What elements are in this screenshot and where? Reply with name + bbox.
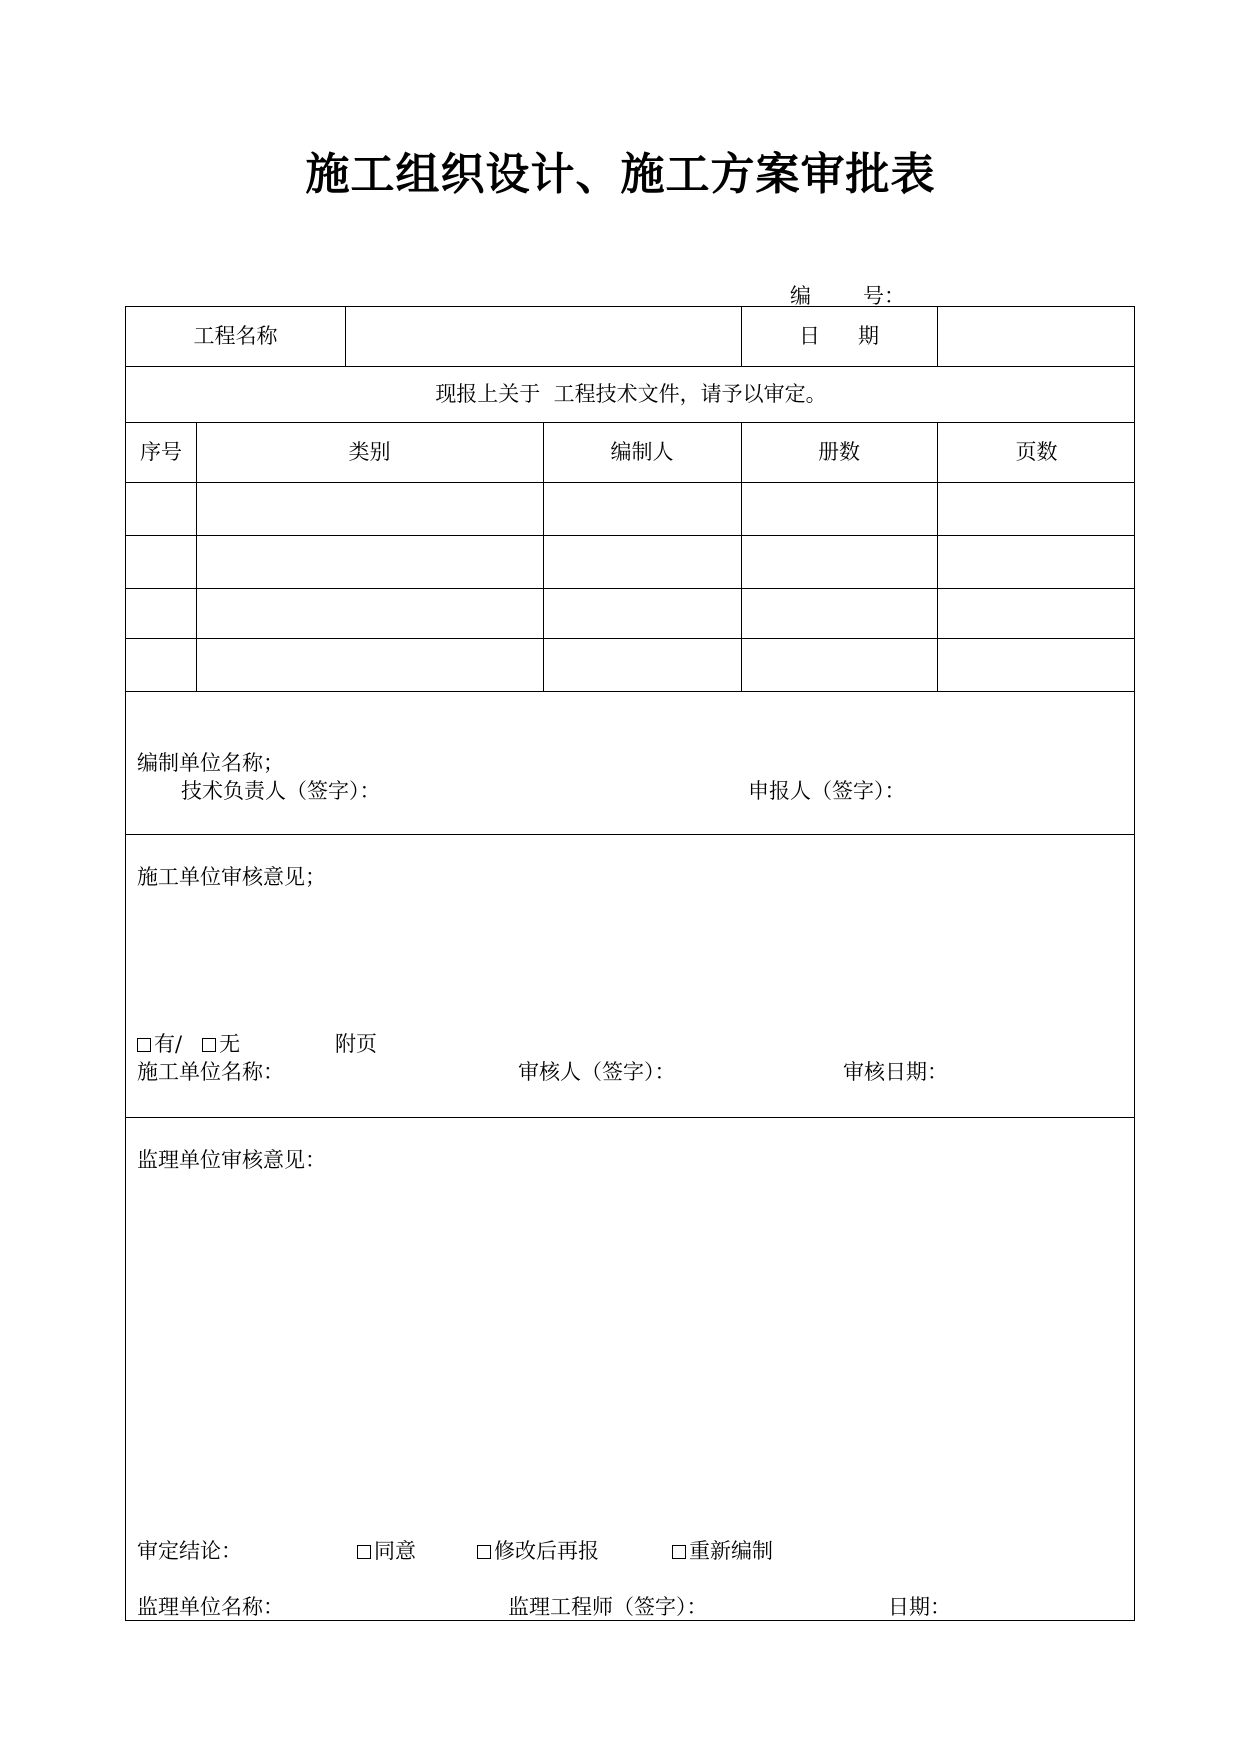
header-pages: 页数 [1015, 439, 1058, 464]
compile-unit-name-label: 编制单位名称； [137, 751, 284, 775]
approval-form [125, 306, 1135, 1621]
conclusion-label: 审定结论： [137, 1539, 242, 1563]
divider [126, 691, 1134, 692]
no-attachment-label: 无 [219, 1032, 241, 1056]
recompile-label: 重新编制 [689, 1539, 773, 1563]
serial-label-part-2: 号： [863, 284, 905, 308]
supervision-review-opinion-label: 监理单位审核意见： [137, 1148, 326, 1172]
has-attachment-label: 有/ [154, 1032, 183, 1056]
no-attachment-checkbox[interactable] [202, 1038, 216, 1052]
agree-label: 同意 [374, 1539, 416, 1563]
conclusion-option-agree[interactable] [357, 1541, 416, 1562]
conclusion-option-revise[interactable] [477, 1541, 599, 1562]
project-name-field[interactable] [345, 307, 741, 366]
header-compiler: 编制人 [610, 439, 674, 464]
serial-label-part-1: 编 [790, 284, 811, 308]
agree-checkbox[interactable] [357, 1545, 371, 1559]
divider [126, 834, 1134, 835]
date-label-part-2: 期 [858, 324, 879, 348]
divider [126, 588, 1134, 589]
recompile-checkbox[interactable] [672, 1545, 686, 1559]
date-label [741, 307, 937, 366]
reviewer-signature-label: 审核人（签字）： [518, 1060, 676, 1084]
attachment-page-label: 附页 [335, 1032, 377, 1056]
construction-review-opinion-label: 施工单位审核意见； [137, 865, 326, 889]
page-title: 施工组织设计、施工方案审批表 [305, 149, 936, 200]
construction-unit-name-label: 施工单位名称： [137, 1060, 284, 1084]
divider [126, 482, 1134, 483]
header-seq: 序号 [140, 439, 182, 464]
divider [126, 638, 1134, 639]
attachment-options [137, 1034, 240, 1055]
divider [126, 1117, 1134, 1118]
submission-statement: 现报上关于 工程技术文件，请予以审定。 [435, 381, 827, 406]
supervision-unit-name-label: 监理单位名称： [137, 1595, 284, 1619]
divider [126, 535, 1134, 536]
applicant-signature-label: 申报人（签字）： [748, 779, 906, 803]
revise-checkbox[interactable] [477, 1545, 491, 1559]
review-date-label: 审核日期： [843, 1060, 948, 1084]
supervision-date-label: 日期： [888, 1595, 951, 1619]
project-name-label: 工程名称 [193, 324, 278, 348]
date-label-part-1: 日 [799, 324, 820, 348]
date-field[interactable] [937, 307, 1136, 366]
supervision-engineer-signature-label: 监理工程师（签字）： [508, 1595, 708, 1619]
has-attachment-checkbox[interactable] [137, 1038, 151, 1052]
tech-lead-signature-label: 技术负责人（签字）： [181, 779, 381, 803]
header-category: 类别 [348, 439, 391, 464]
header-volumes: 册数 [818, 439, 860, 464]
revise-label: 修改后再报 [494, 1539, 599, 1563]
conclusion-option-recompile[interactable] [672, 1541, 773, 1562]
